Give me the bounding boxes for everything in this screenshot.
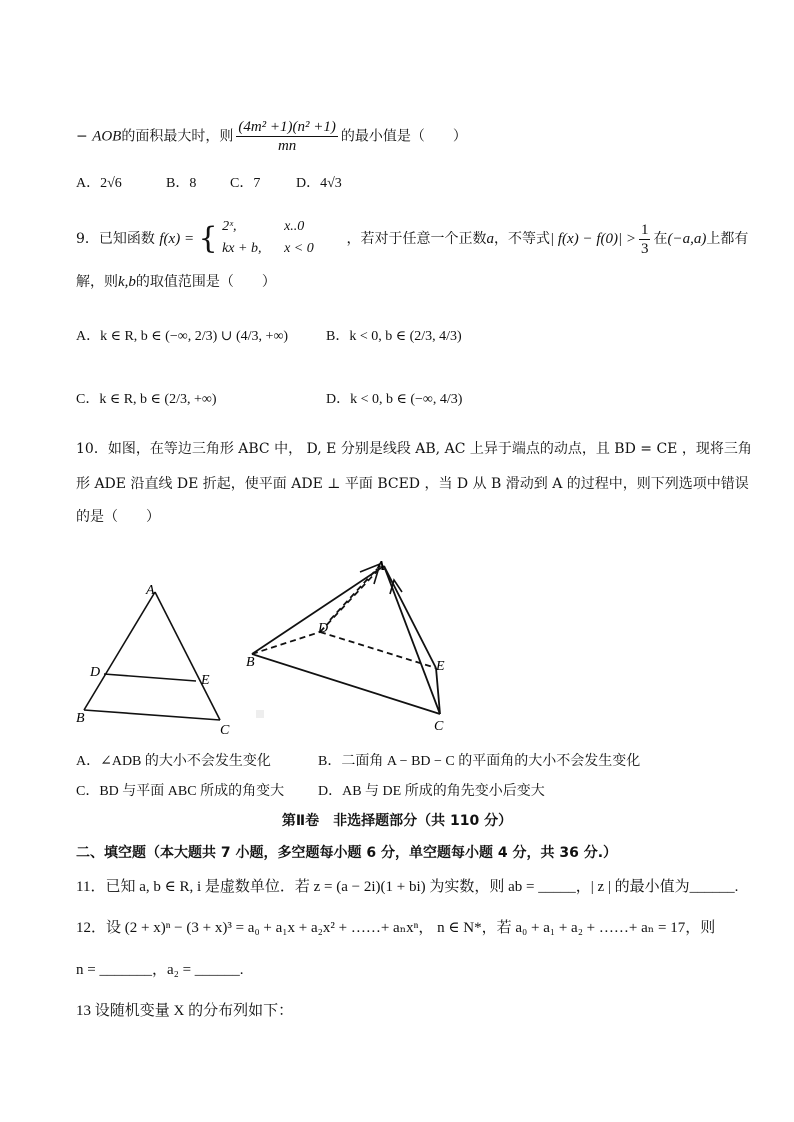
q9-frac-den: 3 [640,240,649,257]
q9-option-b: B．k < 0, b ∈ (2/3, 4/3) [326,329,462,344]
q9-brace: { [198,221,218,256]
q9-func: f(x) = [159,231,195,247]
q9-frac-num: 1 [640,221,649,238]
q9-text2: ，不等式 [494,231,551,247]
left-label-c: C [220,723,230,738]
q8-frac-num: (4m² +1)(n² +1) [238,119,336,135]
q10-option-a: A．∠ADB 的大小不会发生变化 [76,754,271,769]
right-label-e: E [436,659,445,674]
q9-case2-cond: x < 0 [284,241,314,256]
q9-a: a [486,231,495,247]
q9-number: 9．已知函数 [76,231,155,247]
left-triangle [84,592,220,720]
q8-option-a: A．2√6 [76,176,122,191]
q8-prefix: − [76,128,93,145]
q9-option-d: D．k < 0, b ∈ (−∞, 4/3) [326,392,463,407]
q9-case1: 2ˣ, [222,219,237,234]
q10-line2: 形 ADE 沿直线 DE 折起，使平面 ADE ⊥ 平面 BCED ，当 D 从 B 滑动到 A 的过程中，则下列选项中错误 [76,476,749,492]
q10-line3: 的是（ ） [76,509,160,525]
q10-option-d: D．AB 与 DE 所成的角先变小后变大 [318,784,545,799]
left-label-a: A [146,583,155,598]
right-label-c: C [434,719,444,734]
q10-option-c: C．BD 与平面 ABC 所成的角变大 [76,784,285,799]
figure-speck [256,710,264,718]
q10-line1: 10．如图，在等边三角形 ABC 中， D, E 分别是线段 AB, AC 上异于端点的动点，且 BD = CE ，现将三角 [76,441,752,457]
q9-interval: (−a,a) [667,231,707,247]
q8-option-b: B．8 [166,176,197,191]
q9-line2-text: 解，则 [76,274,118,290]
q9-case1-cond: x..0 [284,219,305,234]
q9-text4: 上都有 [706,231,749,247]
q9-line1 [76,219,748,259]
q9-text3: 在 [653,231,668,247]
section-title: 第Ⅱ卷 非选择题部分（共 110 分） [281,813,513,829]
q9-piecewise [222,219,342,259]
q8-text1: 的面积最大时，则 [121,128,234,145]
right-label-a: A [376,559,386,574]
q9-fraction [639,221,651,258]
q11: 11．已知 a, b ∈ R, i 是虚数单位．若 z = (a − 2i)(1 + bi) 为实数，则 ab = _____，| z | 的最小值为______. [76,879,739,895]
right-solid [252,564,440,714]
q8-tail-line [76,118,467,155]
q9-ineq: | f(x) − f(0)| > [550,231,636,247]
q12-line1: 12．设 (2 + x)ⁿ − (3 + x)³ = a₀ + a₁x + a₂x² + ……+ aₙxⁿ， n ∈ N*，若 a₀ + a₁ + a₂ + ……+ aₙ = 17，则 [76,920,716,936]
q8-frac-den: mn [277,138,297,154]
q10-figures [0,550,794,750]
q9-line2-tail: 的取值范围是（ ） [135,274,276,290]
q9-option-a: A．k ∈ R, b ∈ (−∞, 2/3) ∪ (4/3, +∞) [76,329,289,344]
left-label-d: D [90,665,101,680]
q9-kb: k,b [118,274,136,290]
q9-option-c: C．k ∈ R, b ∈ (2/3, +∞) [76,392,217,407]
q10-option-b: B．二面角 A − BD − C 的平面角的大小不会发生变化 [318,754,641,769]
q9-line2 [76,272,276,292]
q8-option-d: D．4√3 [296,176,342,191]
q12-line2: n = _______，a₂ = ______. [76,962,244,978]
q8-fraction [236,118,338,155]
left-label-e: E [201,673,210,688]
q8-option-c: C．7 [230,176,261,191]
right-label-b: B [246,655,255,670]
q9-text1: ，若对于任意一个正数 [346,231,487,247]
right-label-d: D [318,621,329,636]
q13: 13 设随机变量 X 的分布列如下： [76,1003,294,1019]
q9-case2: kx + b, [222,241,262,256]
q8-aob: AOB [92,128,122,145]
q8-text2: 的最小值是（ ） [340,128,467,145]
left-label-b: B [76,711,85,726]
part2-title: 二、填空题（本大题共 7 小题，多空题每小题 6 分，单空题每小题 4 分，共 36 分.） [76,845,618,861]
